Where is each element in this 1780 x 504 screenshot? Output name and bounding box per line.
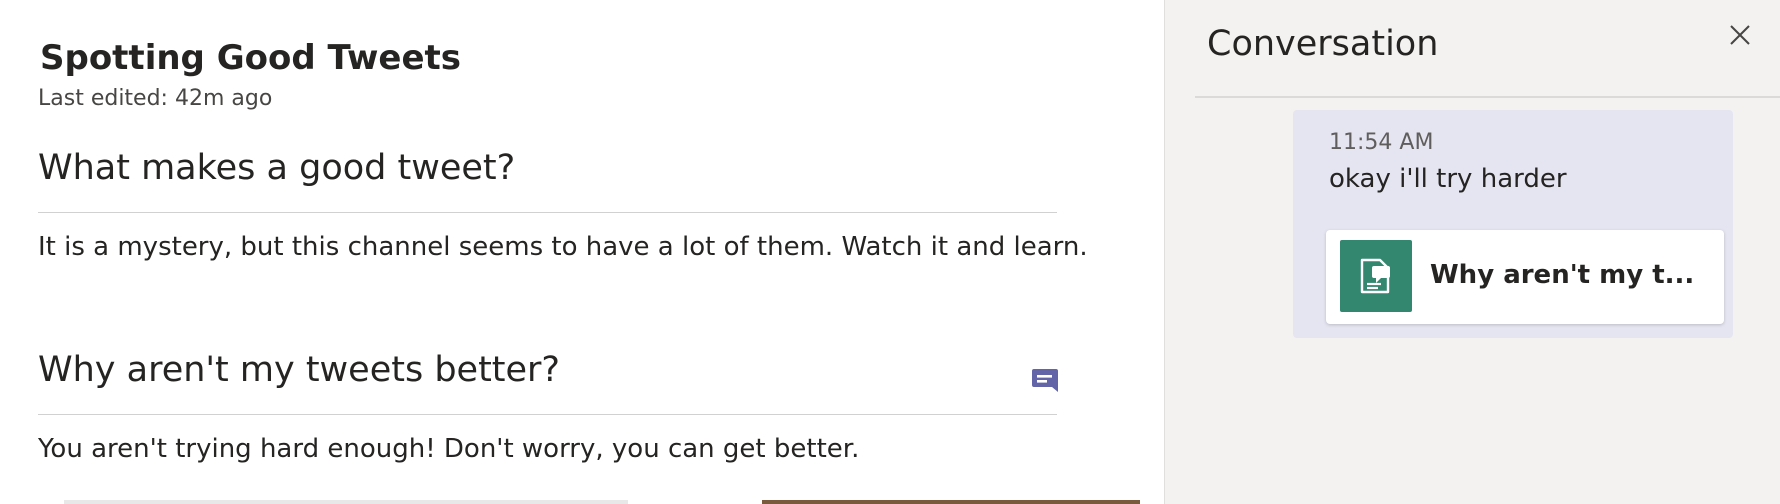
chat-message (1293, 110, 1733, 338)
message-text: okay i'll try harder (1329, 164, 1567, 194)
conversation-panel (1164, 0, 1780, 504)
close-icon[interactable] (1725, 20, 1755, 50)
embedded-image-preview (762, 500, 1140, 504)
last-edited-label: Last edited: 42m ago (38, 86, 273, 111)
message-timestamp: 11:54 AM (1329, 130, 1434, 155)
page-icon (1340, 240, 1412, 312)
page-title: Spotting Good Tweets (40, 38, 461, 78)
page-link-card[interactable] (1326, 230, 1724, 324)
section-heading: Why aren't my tweets better? (38, 350, 561, 390)
comment-icon[interactable] (1030, 366, 1060, 396)
card-title: Why aren't my t... (1430, 260, 1695, 290)
panel-divider (1195, 96, 1780, 98)
panel-title: Conversation (1207, 24, 1439, 64)
embedded-media-preview (64, 500, 628, 504)
section-heading: What makes a good tweet? (38, 148, 516, 188)
section-divider (38, 212, 1057, 213)
section-body: It is a mystery, but this channel seems to have a lot of them. Watch it and learn. (38, 232, 1088, 262)
section-divider (38, 414, 1057, 415)
section-body: You aren't trying hard enough! Don't worry, you can get better. (38, 434, 860, 464)
